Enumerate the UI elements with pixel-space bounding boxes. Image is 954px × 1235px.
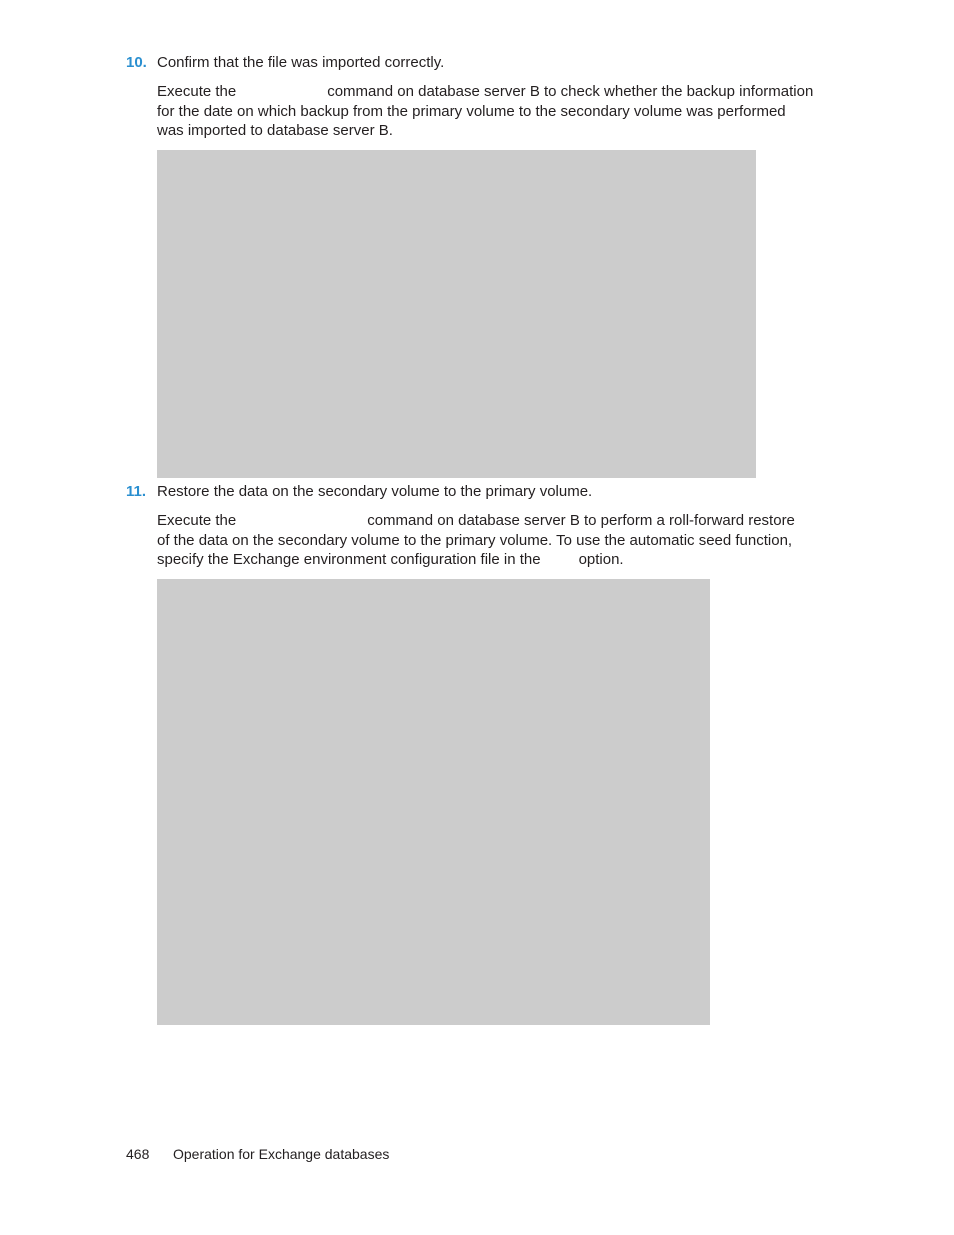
step-11-line-1-start: Execute the — [157, 512, 237, 529]
step-10-heading: Confirm that the file was imported correctly. — [157, 54, 445, 71]
command-output-block — [157, 150, 756, 478]
step-11-line-1-end: command on database server B to perform a roll-forward restore — [367, 512, 795, 529]
step-11-heading: Restore the data on the secondary volume to the primary volume. — [157, 483, 593, 500]
step-10-line-1 — [157, 82, 813, 102]
step-10-line-1-start: Execute the — [157, 83, 237, 100]
step-11-line-3-end: option. — [578, 551, 624, 568]
step-11-paragraph — [157, 511, 795, 570]
step-10-paragraph — [157, 82, 813, 141]
step-11-line-3-start: specify the Exchange environment configuration file in the — [157, 551, 541, 568]
footer-section-title: Operation for Exchange databases — [173, 1146, 390, 1162]
step-11-line-2: of the data on the secondary volume to the primary volume. To use the automatic seed function, — [157, 531, 793, 549]
step-11-line-3 — [157, 550, 795, 570]
step-10-number: 10. — [126, 54, 147, 71]
step-10-line-3: was imported to database server B. — [157, 122, 393, 139]
step-11-line-1 — [157, 511, 795, 531]
step-10-line-2: for the date on which backup from the primary volume to the secondary volume was performed — [157, 102, 786, 120]
step-11-number: 11. — [126, 483, 147, 500]
page-number: 468 — [126, 1146, 150, 1162]
step-10-line-1-end: command on database server B to check whether the backup information — [327, 83, 814, 100]
command-output-block — [157, 579, 710, 1025]
